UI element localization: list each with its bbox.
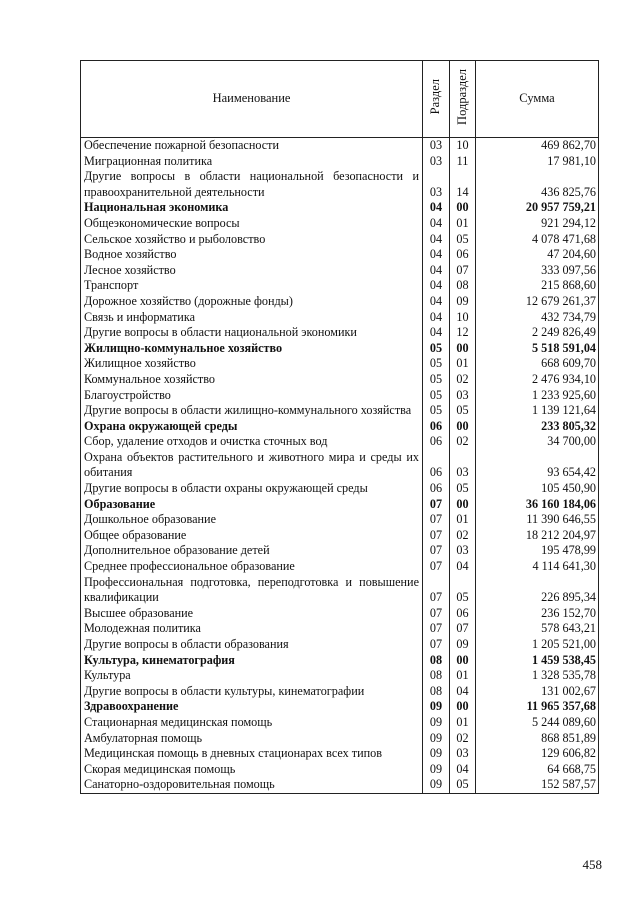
table-row	[81, 481, 599, 497]
row-summa: 1 328 535,78	[476, 668, 599, 684]
row-summa: 5 244 089,60	[476, 715, 599, 731]
row-name: Связь и информатика	[81, 310, 423, 326]
table-row	[81, 497, 599, 513]
row-summa: 432 734,79	[476, 310, 599, 326]
row-summa: 5 518 591,04	[476, 341, 599, 357]
row-razdel: 03	[423, 138, 450, 154]
row-summa: 1 205 521,00	[476, 637, 599, 653]
row-razdel: 04	[423, 232, 450, 248]
row-podrazdel: 09	[450, 294, 476, 310]
row-razdel: 05	[423, 403, 450, 419]
row-summa: 4 078 471,68	[476, 232, 599, 248]
table-row	[81, 777, 599, 793]
page-number: 458	[582, 857, 602, 872]
row-razdel: 05	[423, 356, 450, 372]
table-row	[81, 232, 599, 248]
row-name: Благоустройство	[81, 388, 423, 404]
table-header-row	[81, 61, 599, 138]
row-podrazdel: 06	[450, 606, 476, 622]
table-row	[81, 528, 599, 544]
row-razdel: 08	[423, 668, 450, 684]
row-podrazdel: 00	[450, 200, 476, 216]
row-razdel: 08	[423, 684, 450, 700]
row-summa: 131 002,67	[476, 684, 599, 700]
row-podrazdel: 01	[450, 356, 476, 372]
row-name: Обеспечение пожарной безопасности	[81, 138, 423, 154]
row-podrazdel: 03	[450, 543, 476, 559]
row-podrazdel: 02	[450, 731, 476, 747]
row-name: Сбор, удаление отходов и очистка сточных вод	[81, 434, 423, 450]
row-name: Лесное хозяйство	[81, 263, 423, 279]
row-razdel: 07	[423, 621, 450, 637]
row-razdel: 07	[423, 606, 450, 622]
row-razdel: 05	[423, 388, 450, 404]
table-row	[81, 746, 599, 762]
row-razdel: 06	[423, 434, 450, 450]
table-row	[81, 559, 599, 575]
table-row	[81, 637, 599, 653]
row-podrazdel: 02	[450, 528, 476, 544]
table-row	[81, 138, 599, 154]
table-row	[81, 575, 599, 606]
row-podrazdel: 05	[450, 403, 476, 419]
table-row	[81, 310, 599, 326]
row-razdel: 09	[423, 762, 450, 778]
row-summa: 1 459 538,45	[476, 653, 599, 669]
row-name: Амбулаторная помощь	[81, 731, 423, 747]
row-name: Миграционная политика	[81, 154, 423, 170]
row-name: Здравоохранение	[81, 699, 423, 715]
row-name: Другие вопросы в области образования	[81, 637, 423, 653]
row-razdel: 04	[423, 200, 450, 216]
row-podrazdel: 01	[450, 216, 476, 232]
table-row	[81, 388, 599, 404]
row-summa: 233 805,32	[476, 419, 599, 435]
row-podrazdel: 04	[450, 559, 476, 575]
row-summa: 64 668,75	[476, 762, 599, 778]
row-razdel: 04	[423, 325, 450, 341]
table-row	[81, 731, 599, 747]
row-summa: 20 957 759,21	[476, 200, 599, 216]
row-summa: 34 700,00	[476, 434, 599, 450]
row-summa: 578 643,21	[476, 621, 599, 637]
row-podrazdel: 12	[450, 325, 476, 341]
row-razdel: 08	[423, 653, 450, 669]
row-podrazdel: 01	[450, 715, 476, 731]
table-body	[81, 138, 599, 794]
row-summa: 668 609,70	[476, 356, 599, 372]
table-row	[81, 294, 599, 310]
row-podrazdel: 14	[450, 169, 476, 200]
table-row	[81, 278, 599, 294]
table-row	[81, 684, 599, 700]
budget-table	[80, 60, 599, 794]
row-name: Высшее образование	[81, 606, 423, 622]
table-row	[81, 325, 599, 341]
row-podrazdel: 11	[450, 154, 476, 170]
row-summa: 18 212 204,97	[476, 528, 599, 544]
row-podrazdel: 02	[450, 372, 476, 388]
table-row	[81, 653, 599, 669]
row-podrazdel: 00	[450, 653, 476, 669]
table-row	[81, 263, 599, 279]
row-podrazdel: 05	[450, 481, 476, 497]
table-row	[81, 247, 599, 263]
row-name: Сельское хозяйство и рыболовство	[81, 232, 423, 248]
row-summa: 215 868,60	[476, 278, 599, 294]
row-summa: 47 204,60	[476, 247, 599, 263]
row-summa: 868 851,89	[476, 731, 599, 747]
row-razdel: 07	[423, 512, 450, 528]
row-razdel: 04	[423, 263, 450, 279]
row-razdel: 07	[423, 637, 450, 653]
table-row	[81, 200, 599, 216]
row-summa: 226 895,34	[476, 575, 599, 606]
row-name: Транспорт	[81, 278, 423, 294]
row-razdel: 06	[423, 450, 450, 481]
row-razdel: 07	[423, 497, 450, 513]
row-podrazdel: 10	[450, 138, 476, 154]
table-row	[81, 216, 599, 232]
row-summa: 93 654,42	[476, 450, 599, 481]
header-podrazdel	[450, 61, 476, 138]
row-razdel: 06	[423, 481, 450, 497]
row-name: Санаторно-оздоровительная помощь	[81, 777, 423, 793]
row-name: Культура, кинематография	[81, 653, 423, 669]
row-podrazdel: 03	[450, 746, 476, 762]
row-name: Молодежная политика	[81, 621, 423, 637]
row-name: Скорая медицинская помощь	[81, 762, 423, 778]
row-razdel: 04	[423, 216, 450, 232]
row-summa: 36 160 184,06	[476, 497, 599, 513]
row-podrazdel: 00	[450, 497, 476, 513]
table-row	[81, 154, 599, 170]
row-summa: 17 981,10	[476, 154, 599, 170]
row-name: Коммунальное хозяйство	[81, 372, 423, 388]
table-row	[81, 450, 599, 481]
row-summa: 236 152,70	[476, 606, 599, 622]
row-summa: 2 249 826,49	[476, 325, 599, 341]
row-name: Жилищное хозяйство	[81, 356, 423, 372]
row-razdel: 09	[423, 731, 450, 747]
row-razdel: 06	[423, 419, 450, 435]
row-name: Жилищно-коммунальное хозяйство	[81, 341, 423, 357]
row-razdel: 09	[423, 777, 450, 793]
row-name: Охрана окружающей среды	[81, 419, 423, 435]
table-row	[81, 434, 599, 450]
row-summa: 105 450,90	[476, 481, 599, 497]
row-podrazdel: 03	[450, 388, 476, 404]
row-podrazdel: 03	[450, 450, 476, 481]
row-name: Дошкольное образование	[81, 512, 423, 528]
row-razdel: 09	[423, 746, 450, 762]
row-summa: 921 294,12	[476, 216, 599, 232]
header-name: Наименование	[81, 61, 423, 138]
row-name: Среднее профессиональное образование	[81, 559, 423, 575]
row-razdel: 09	[423, 699, 450, 715]
row-summa: 436 825,76	[476, 169, 599, 200]
row-name: Медицинская помощь в дневных стационарах всех типов	[81, 746, 423, 762]
row-name: Стационарная медицинская помощь	[81, 715, 423, 731]
table-row	[81, 419, 599, 435]
row-summa: 129 606,82	[476, 746, 599, 762]
row-podrazdel: 01	[450, 668, 476, 684]
row-name: Культура	[81, 668, 423, 684]
row-name: Охрана объектов растительного и животного мира и среды их обитания	[81, 450, 423, 481]
table-row	[81, 512, 599, 528]
row-podrazdel: 05	[450, 232, 476, 248]
header-razdel	[423, 61, 450, 138]
row-podrazdel: 08	[450, 278, 476, 294]
row-podrazdel: 07	[450, 621, 476, 637]
row-summa: 469 862,70	[476, 138, 599, 154]
row-podrazdel: 10	[450, 310, 476, 326]
table-row	[81, 668, 599, 684]
row-summa: 12 679 261,37	[476, 294, 599, 310]
row-podrazdel: 06	[450, 247, 476, 263]
row-razdel: 09	[423, 715, 450, 731]
row-name: Дополнительное образование детей	[81, 543, 423, 559]
row-podrazdel: 05	[450, 777, 476, 793]
row-razdel: 07	[423, 528, 450, 544]
row-podrazdel: 04	[450, 684, 476, 700]
header-summa: Сумма	[476, 61, 599, 138]
table-row	[81, 543, 599, 559]
row-razdel: 04	[423, 278, 450, 294]
row-name: Другие вопросы в области жилищно-коммунального хозяйства	[81, 403, 423, 419]
row-name: Другие вопросы в области национальной экономики	[81, 325, 423, 341]
row-name: Общеэкономические вопросы	[81, 216, 423, 232]
row-name: Другие вопросы в области культуры, кинематографии	[81, 684, 423, 700]
row-podrazdel: 01	[450, 512, 476, 528]
row-razdel: 03	[423, 154, 450, 170]
row-razdel: 04	[423, 294, 450, 310]
row-summa: 11 390 646,55	[476, 512, 599, 528]
row-name: Дорожное хозяйство (дорожные фонды)	[81, 294, 423, 310]
row-summa: 195 478,99	[476, 543, 599, 559]
row-podrazdel: 07	[450, 263, 476, 279]
row-razdel: 07	[423, 559, 450, 575]
row-podrazdel: 05	[450, 575, 476, 606]
row-name: Другие вопросы в области национальной безопасности и правоохранительной деятельности	[81, 169, 423, 200]
row-name: Образование	[81, 497, 423, 513]
row-summa: 152 587,57	[476, 777, 599, 793]
row-razdel: 07	[423, 543, 450, 559]
row-name: Профессиональная подготовка, переподготовка и повышение квалификации	[81, 575, 423, 606]
row-razdel: 03	[423, 169, 450, 200]
row-summa: 4 114 641,30	[476, 559, 599, 575]
row-podrazdel: 00	[450, 341, 476, 357]
table-row	[81, 169, 599, 200]
row-summa: 2 476 934,10	[476, 372, 599, 388]
row-name: Другие вопросы в области охраны окружающей среды	[81, 481, 423, 497]
table-row	[81, 356, 599, 372]
header-podrazdel-label: Подраздел	[454, 68, 469, 125]
table-row	[81, 762, 599, 778]
row-summa: 1 139 121,64	[476, 403, 599, 419]
table-row	[81, 372, 599, 388]
row-podrazdel: 04	[450, 762, 476, 778]
row-razdel: 04	[423, 310, 450, 326]
table-row	[81, 606, 599, 622]
row-razdel: 05	[423, 372, 450, 388]
table-row	[81, 715, 599, 731]
row-name: Водное хозяйство	[81, 247, 423, 263]
row-podrazdel: 00	[450, 419, 476, 435]
row-name: Общее образование	[81, 528, 423, 544]
row-podrazdel: 02	[450, 434, 476, 450]
header-razdel-label: Раздел	[428, 79, 443, 115]
row-summa: 333 097,56	[476, 263, 599, 279]
row-razdel: 05	[423, 341, 450, 357]
row-name: Национальная экономика	[81, 200, 423, 216]
table-row	[81, 621, 599, 637]
table-row	[81, 403, 599, 419]
table-row	[81, 341, 599, 357]
table-row	[81, 699, 599, 715]
row-summa: 1 233 925,60	[476, 388, 599, 404]
row-podrazdel: 00	[450, 699, 476, 715]
row-razdel: 07	[423, 575, 450, 606]
row-summa: 11 965 357,68	[476, 699, 599, 715]
row-razdel: 04	[423, 247, 450, 263]
row-podrazdel: 09	[450, 637, 476, 653]
